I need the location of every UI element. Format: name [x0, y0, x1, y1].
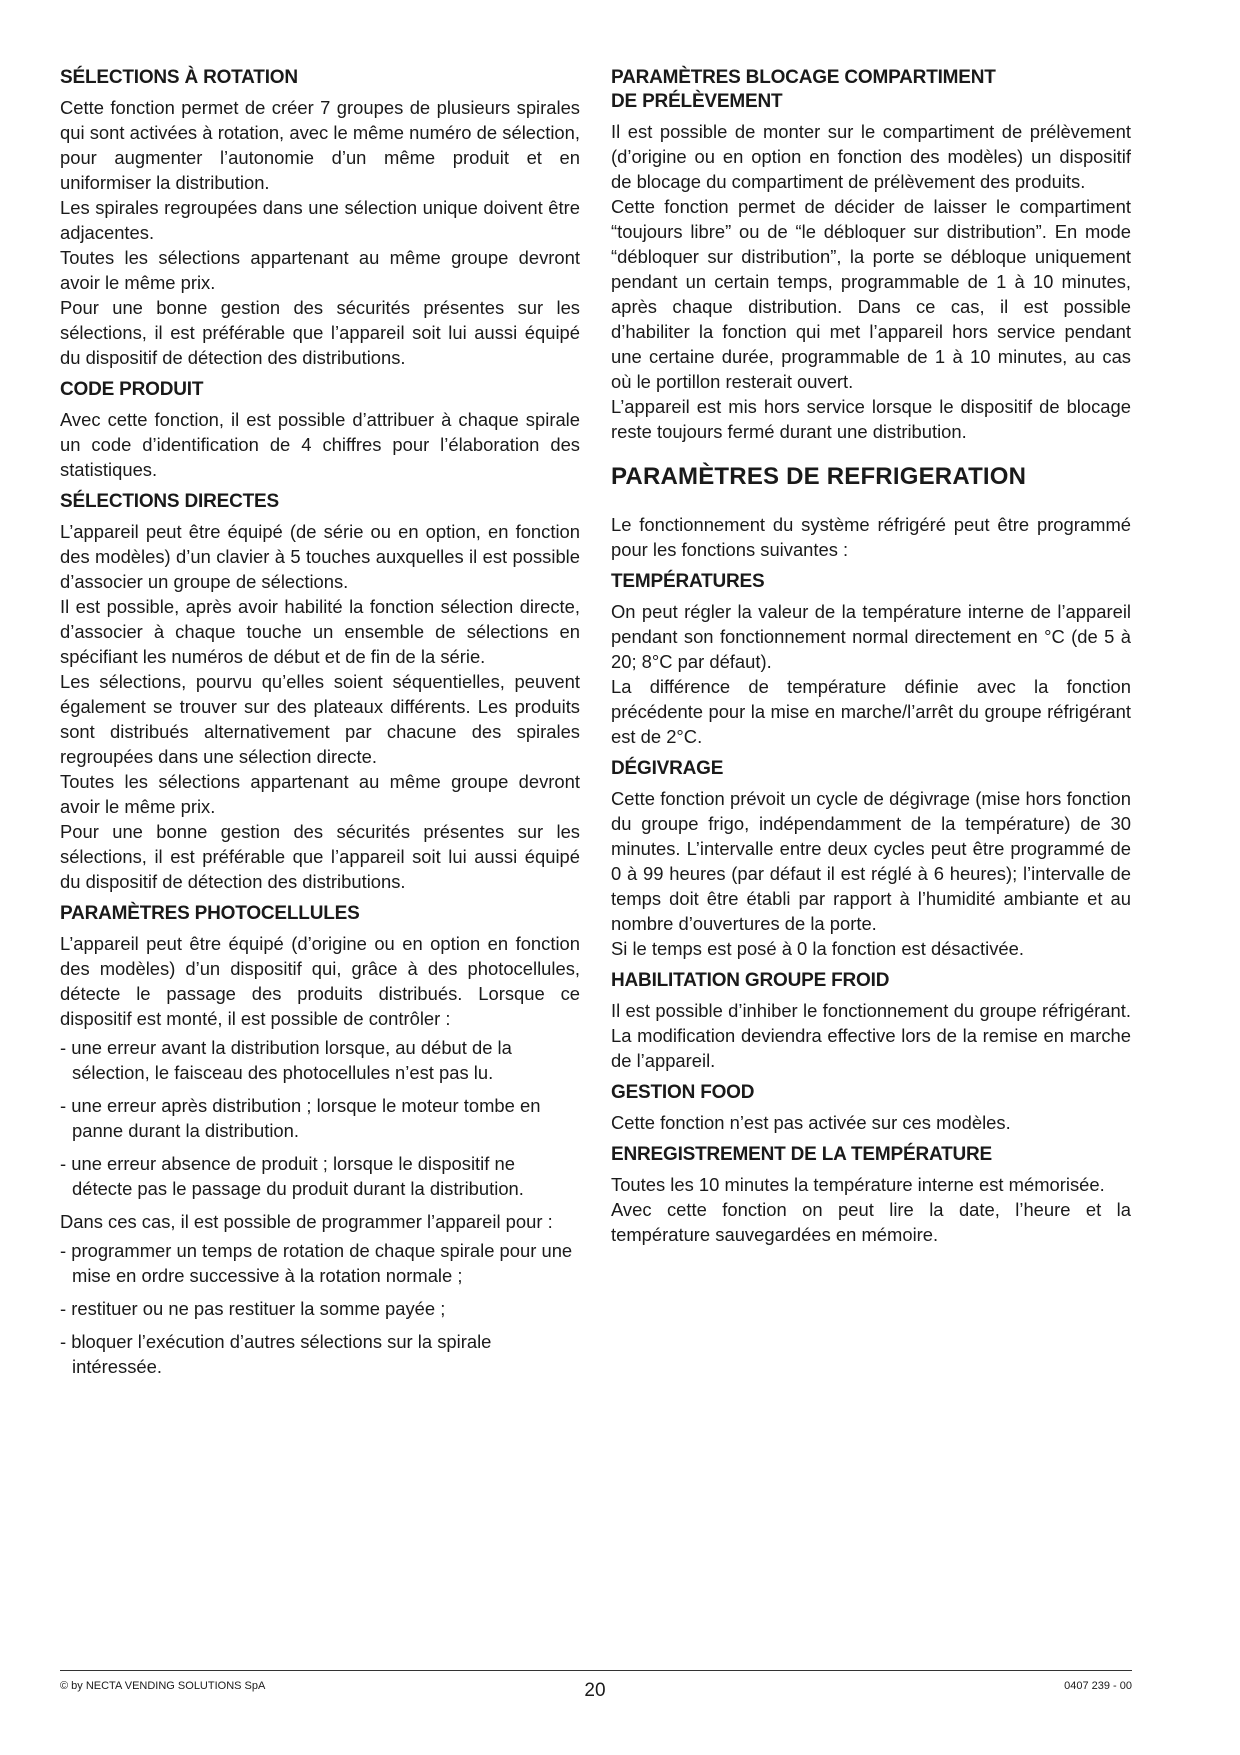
footer-copyright: © by NECTA VENDING SOLUTIONS SpA	[60, 1680, 266, 1692]
section-title: CODE PRODUIT	[60, 379, 204, 400]
paragraph: Il est possible de monter sur le compartiment de prélèvement (d’origine ou en option en fonction des modèles) un dispositif de blocage du compartiment de prélèvement des produits.	[611, 121, 1131, 192]
section-blocage-compartiment	[611, 66, 1131, 444]
list-item: - une erreur absence de produit ; lorsque le dispositif ne détecte pas le passage du produit durant la distribution.	[60, 1153, 524, 1199]
document-code: 0407 239 - 00	[1064, 1680, 1132, 1692]
list-item: - bloquer l’exécution d’autres sélections sur la spirale intéressée.	[60, 1331, 492, 1377]
paragraph: La différence de température définie avec la fonction précédente pour la mise en marche/l’arrêt du groupe réfrigérant est de 2°C.	[611, 676, 1131, 747]
section-selections-directes	[60, 490, 580, 894]
paragraph: Pour une bonne gestion des sécurités présentes sur les sélections, il est préférable que l’appareil soit lui aussi équipé du dispositif de détection des distributions.	[60, 821, 580, 892]
paragraph: Cette fonction n’est pas activée sur ces modèles.	[611, 1112, 1011, 1133]
section-title: PARAMÈTRES PHOTOCELLULES	[60, 903, 360, 924]
list-item: - programmer un temps de rotation de chaque spirale pour une mise en ordre successive à la rotation normale ;	[60, 1240, 573, 1286]
paragraph: L’appareil peut être équipé (d’origine ou en option en fonction des modèles) d’un dispositif qui, grâce à des photocellules, détecte le passage des produits distribués. Lorsque ce dispositif est monté, il est possible de contrôler :	[60, 933, 580, 1029]
section-code-produit	[60, 378, 580, 482]
section-title: PARAMÈTRES BLOCAGE COMPARTIMENT DE PRÉLÈVEMENT	[611, 67, 996, 112]
section-title: TEMPÉRATURES	[611, 571, 765, 592]
section-gestion-food	[611, 1081, 1131, 1135]
section-title: ENREGISTREMENT DE LA TEMPÉRATURE	[611, 1144, 993, 1165]
paragraph: Dans ces cas, il est possible de programmer l’appareil pour :	[60, 1211, 553, 1232]
paragraph: Toutes les sélections appartenant au même groupe devront avoir le même prix.	[60, 771, 580, 817]
section-temperatures	[611, 570, 1131, 749]
paragraph: Avec cette fonction, il est possible d’attribuer à chaque spirale un code d’identification de 4 chiffres pour l’élaboration des statistiques.	[60, 409, 580, 480]
section-habilitation-groupe-froid	[611, 969, 1131, 1073]
paragraph: On peut régler la valeur de la température interne de l’appareil pendant son fonctionnement normal directement en °C (de 5 à 20; 8°C par défaut).	[611, 601, 1131, 672]
list-item: - restituer ou ne pas restituer la somme payée ;	[60, 1298, 446, 1319]
paragraph: Cette fonction permet de décider de laisser le compartiment “toujours libre” ou de “le débloquer sur distribution”. En mode “débloquer sur distribution”, la porte se débloque uniquement pendant un certain temps, programmable de 1 à 10 minutes, après chaque distribution. Dans ce cas, il est possible d’habiliter la fonction qui met l’appareil hors service pendant une certaine durée, programmable de 1 à 10 minutes, au cas où le portillon resterait ouvert.	[611, 196, 1131, 392]
page-number: 20	[584, 1680, 606, 1701]
footer-divider	[60, 1670, 1132, 1671]
list-item: - une erreur avant la distribution lorsque, au début de la sélection, le faisceau des photocellules n’est pas lu.	[60, 1037, 512, 1083]
chapter-heading: PARAMÈTRES DE REFRIGERATION	[611, 463, 1027, 490]
list-item: - une erreur après distribution ; lorsque le moteur tombe en panne durant la distribution.	[60, 1095, 541, 1141]
paragraph: L’appareil peut être équipé (de série ou en option, en fonction des modèles) d’un clavier à 5 touches auxquelles il est possible d’associer un groupe de sélections.	[60, 521, 580, 592]
paragraph: Le fonctionnement du système réfrigéré peut être programmé pour les fonctions suivantes :	[611, 514, 1131, 560]
paragraph: Il est possible, après avoir habilité la fonction sélection directe, d’associer à chaque touche un ensemble de sélections en spécifiant les numéros de début et de fin de la série.	[60, 596, 580, 667]
section-enregistrement-temperature	[611, 1143, 1131, 1247]
section-title: GESTION FOOD	[611, 1082, 755, 1103]
section-title: SÉLECTIONS DIRECTES	[60, 491, 279, 512]
paragraph: L’appareil est mis hors service lorsque le dispositif de blocage reste toujours fermé durant une distribution.	[611, 396, 1131, 442]
paragraph: Avec cette fonction on peut lire la date, l’heure et la température sauvegardées en mémoire.	[611, 1199, 1131, 1245]
paragraph: Cette fonction permet de créer 7 groupes de plusieurs spirales qui sont activées à rotation, avec le même numéro de sélection, pour augmenter l’autonomie d’un même produit et en uniformiser la distribution.	[60, 97, 580, 193]
paragraph: Les sélections, pourvu qu’elles soient séquentielles, peuvent également se trouver sur des plateaux différents. Les produits sont distribués alternativement par chacune des spirales regroupées dans une sélection directe.	[60, 671, 580, 767]
section-refrigeration-intro	[611, 512, 1131, 562]
section-degivrage	[611, 757, 1131, 961]
paragraph: Il est possible d’inhiber le fonctionnement du groupe réfrigérant. La modification deviendra effective lors de la remise en marche de l’appareil.	[611, 1000, 1131, 1071]
section-title: SÉLECTIONS À ROTATION	[60, 67, 298, 88]
paragraph: Toutes les sélections appartenant au même groupe devront avoir le même prix.	[60, 247, 580, 293]
paragraph: Pour une bonne gestion des sécurités présentes sur les sélections, il est préférable que l’appareil soit lui aussi équipé du dispositif de détection des distributions.	[60, 297, 580, 368]
paragraph: Cette fonction prévoit un cycle de dégivrage (mise hors fonction du groupe frigo, indépendamment de la température) de 30 minutes. L’intervalle entre deux cycles peut être programmé de 0 à 99 heures (par défaut il est réglé à 6 heures); l’intervalle de temps doit être établi par rapport à l’humidité ambiante et au nombre d’ouvertures de la porte.	[611, 788, 1131, 934]
left-column	[60, 66, 580, 1387]
paragraph: Toutes les 10 minutes la température interne est mémorisée.	[611, 1174, 1105, 1195]
section-title: HABILITATION GROUPE FROID	[611, 970, 890, 991]
paragraph: Si le temps est posé à 0 la fonction est désactivée.	[611, 938, 1024, 959]
paragraph: Les spirales regroupées dans une sélection unique doivent être adjacentes.	[60, 197, 580, 243]
section-selections-rotation	[60, 66, 580, 370]
section-title: DÉGIVRAGE	[611, 758, 724, 779]
right-column	[611, 66, 1131, 1255]
section-photocellules	[60, 902, 580, 1379]
